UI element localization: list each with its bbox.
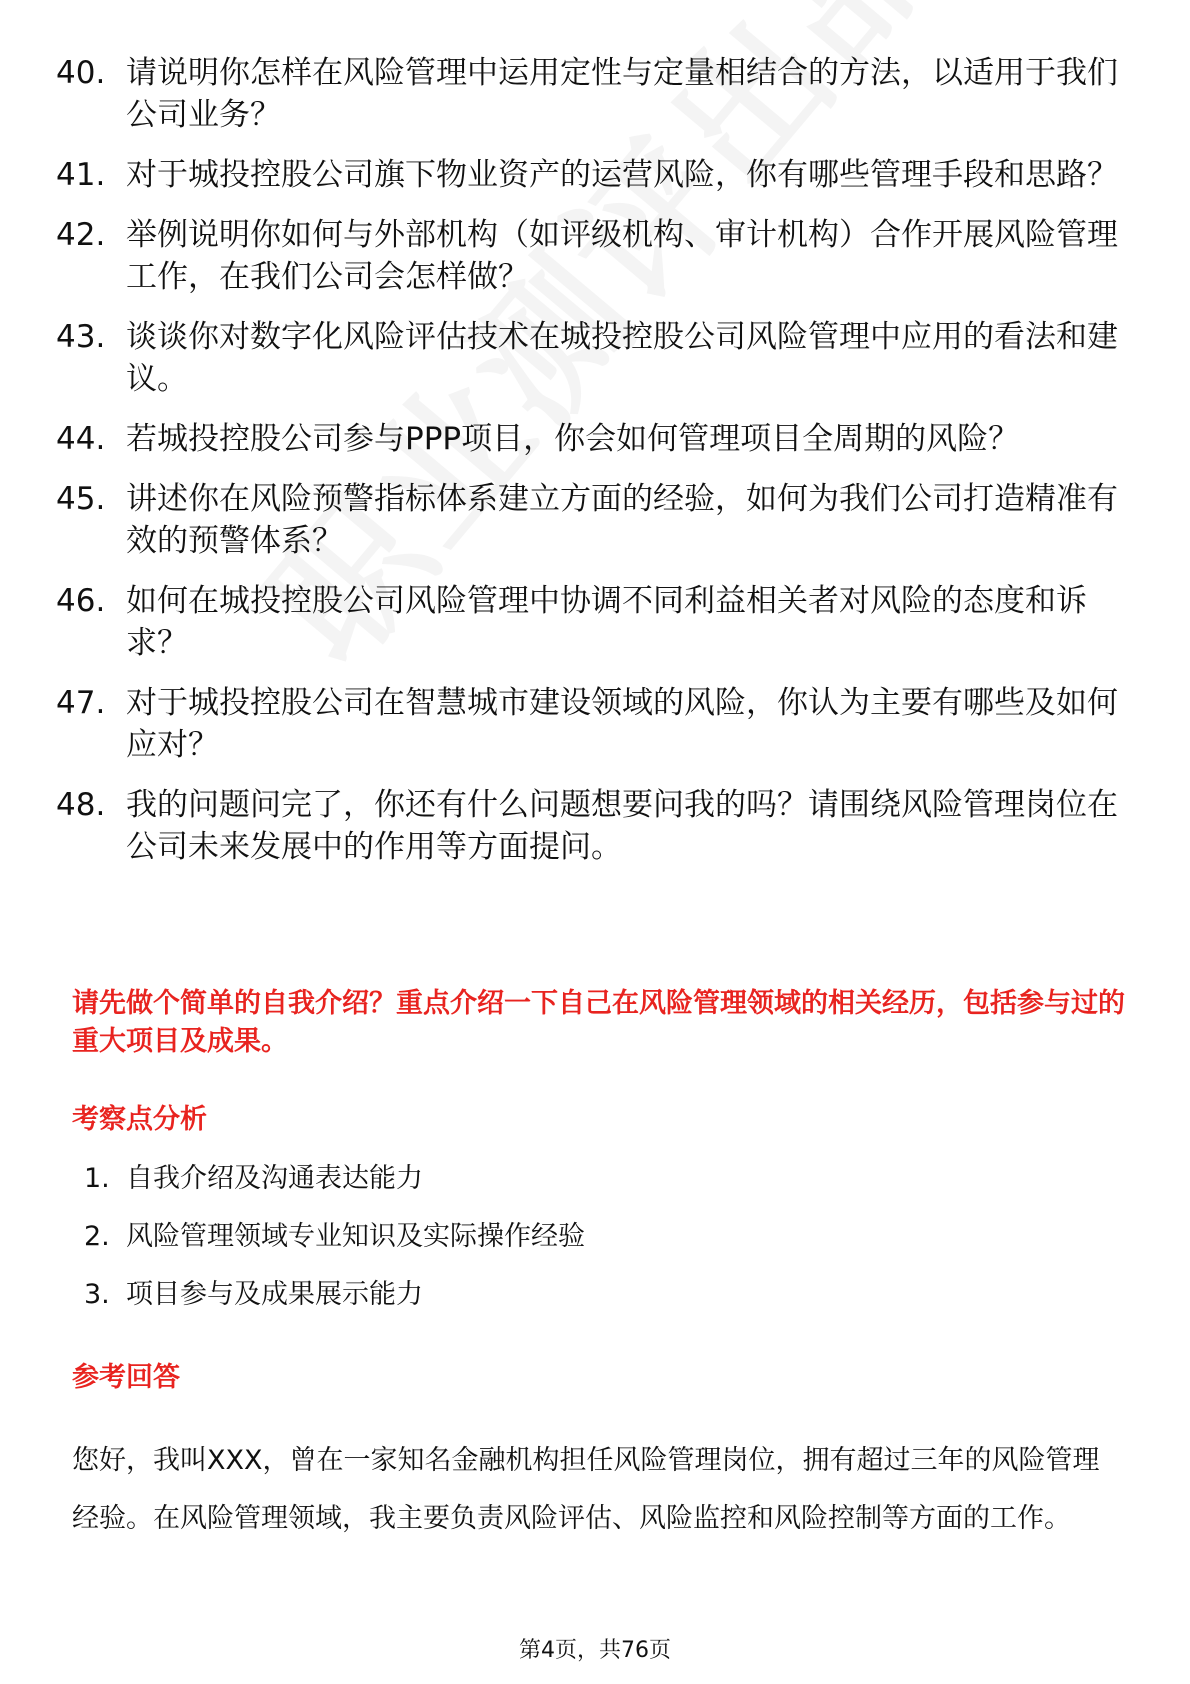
- analysis-list: [84, 1160, 585, 1334]
- question-number: 41.: [56, 157, 106, 193]
- question-number: 43.: [56, 319, 106, 355]
- question-text: 我的问题问完了，你还有什么问题想要问我的吗？请围绕风险管理岗位在公司未来发展中的作用等方面提问。: [126, 787, 1118, 865]
- question-number: 45.: [56, 481, 106, 517]
- highlighted-question: 请先做个简单的自我介绍？重点介绍一下自己在风险管理领域的相关经历，包括参与过的重大项目及成果。: [72, 988, 1125, 1057]
- analysis-number: 1.: [84, 1163, 110, 1194]
- question-item: [56, 478, 1136, 562]
- question-text: 对于城投控股公司旗下物业资产的运营风险，你有哪些管理手段和思路？: [126, 157, 1118, 193]
- question-item: [56, 154, 1136, 196]
- reference-heading: 参考回答: [72, 1362, 180, 1393]
- question-text: 讲述你在风险预警指标体系建立方面的经验，如何为我们公司打造精准有效的预警体系？: [126, 481, 1118, 559]
- analysis-number: 2.: [84, 1221, 110, 1252]
- question-text: 如何在城投控股公司风险管理中协调不同利益相关者对风险的态度和诉求？: [126, 583, 1087, 661]
- analysis-number: 3.: [84, 1279, 110, 1310]
- question-item: [56, 682, 1136, 766]
- question-item: [56, 418, 1136, 460]
- question-text: 举例说明你如何与外部机构（如评级机构、审计机构）合作开展风险管理工作，在我们公司会怎样做？: [126, 217, 1118, 295]
- question-list: [56, 52, 1136, 886]
- question-number: 48.: [56, 787, 106, 823]
- question-number: 44.: [56, 421, 106, 457]
- reference-answer: 您好，我叫XXX，曾在一家知名金融机构担任风险管理岗位，拥有超过三年的风险管理经验。在风险管理领域，我主要负责风险评估、风险监控和风险控制等方面的工作。: [72, 1445, 1100, 1534]
- question-text: 对于城投控股公司在智慧城市建设领域的风险，你认为主要有哪些及如何应对？: [126, 685, 1118, 763]
- question-number: 46.: [56, 583, 106, 619]
- analysis-item: [84, 1160, 585, 1198]
- question-number: 42.: [56, 217, 106, 253]
- question-item: [56, 784, 1136, 868]
- analysis-text: 自我介绍及沟通表达能力: [126, 1163, 423, 1194]
- analysis-text: 项目参与及成果展示能力: [126, 1279, 423, 1310]
- question-item: [56, 214, 1136, 298]
- analysis-text: 风险管理领域专业知识及实际操作经验: [126, 1221, 585, 1252]
- question-text: 请说明你怎样在风险管理中运用定性与定量相结合的方法，以适用于我们公司业务？: [126, 55, 1118, 133]
- question-text: 若城投控股公司参与PPP项目，你会如何管理项目全周期的风险？: [126, 421, 1020, 457]
- question-item: [56, 580, 1136, 664]
- analysis-heading: 考察点分析: [72, 1104, 207, 1135]
- question-number: 40.: [56, 55, 106, 91]
- question-item: [56, 52, 1136, 136]
- question-item: [56, 316, 1136, 400]
- analysis-item: [84, 1276, 585, 1314]
- analysis-item: [84, 1218, 585, 1256]
- page-footer: 第4页，共76页: [519, 1638, 671, 1663]
- question-number: 47.: [56, 685, 106, 721]
- question-text: 谈谈你对数字化风险评估技术在城投控股公司风险管理中应用的看法和建议。: [126, 319, 1118, 397]
